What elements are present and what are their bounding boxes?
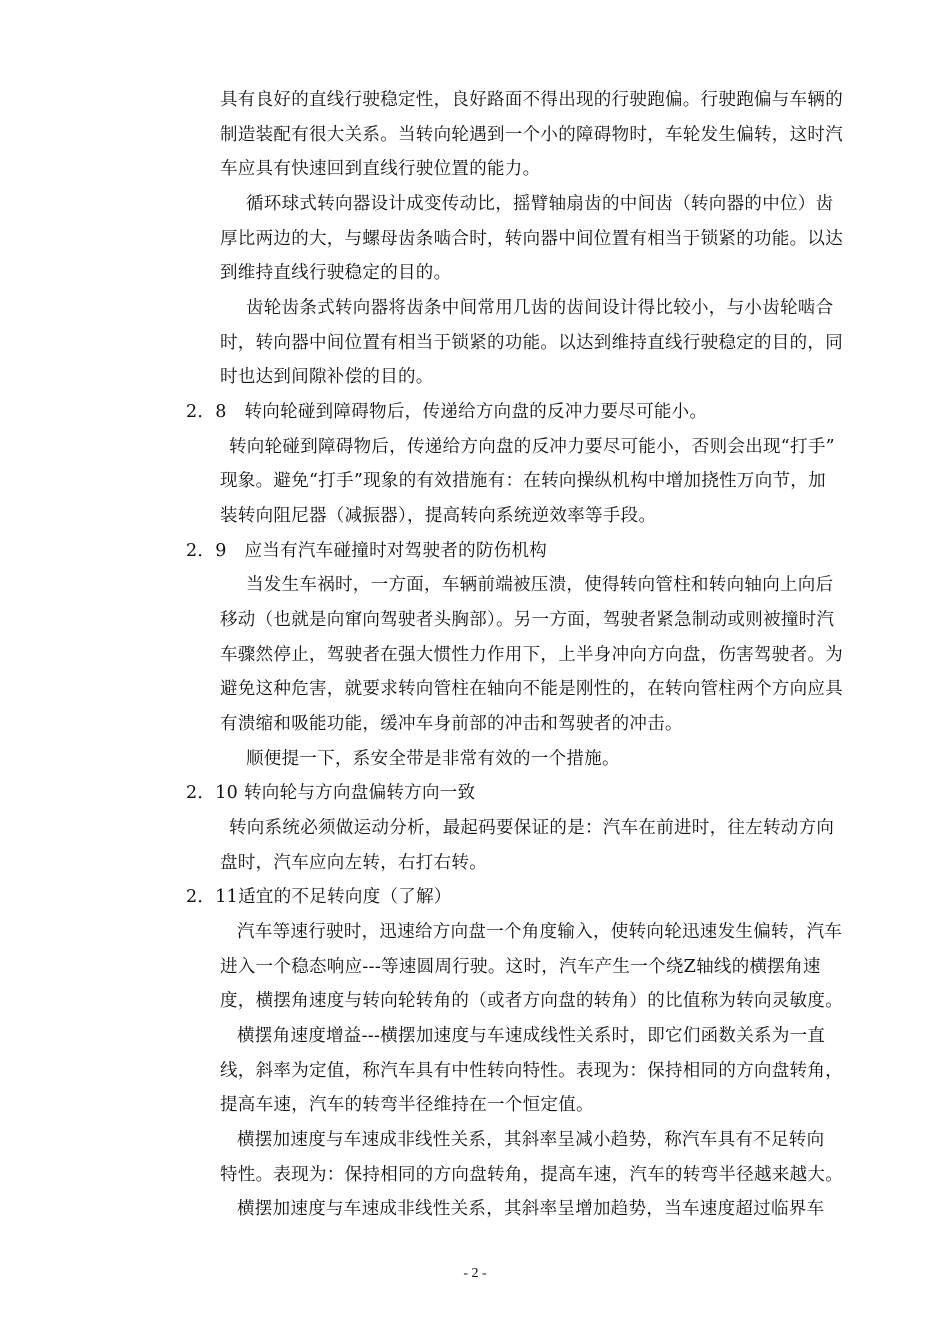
paragraph-line: 制造装配有很大关系。当转向轮遇到一个小的障碍物时，车轮发生偏转，这时汽 <box>220 125 843 145</box>
paragraph-line: 度，横摆角速度与转向轮转角的（或者方向盘的转角）的比值称为转向灵敏度。 <box>220 991 843 1011</box>
paragraph-line: 车应具有快速回到直线行驶位置的能力。 <box>220 159 541 179</box>
paragraph-line: 横摆角速度增益---横摆加速度与车速成线性关系时，即它们函数关系为一直 <box>237 1026 826 1046</box>
paragraph-line: 齿轮齿条式转向器将齿条中间常用几齿的齿间设计得比较小，与小齿轮啮合 <box>246 298 834 318</box>
paragraph-line: 进入一个稳态响应---等速圆周行驶。这时，汽车产生一个绕Z轴线的横摆角速 <box>220 957 821 977</box>
paragraph-line: 转向轮碰到障碍物后，传递给方向盘的反冲力要尽可能小，否则会出现“打手” <box>229 437 835 457</box>
section-heading: 2．11适宜的不足转向度（了解） <box>186 887 452 907</box>
paragraph-line: 避免这种危害，就要求转向管柱在轴向不能是刚性的，在转向管柱两个方向应具 <box>220 679 843 699</box>
paragraph-line: 提高车速，汽车的转弯半径维持在一个恒定值。 <box>220 1095 594 1115</box>
section-heading: 2．8 转向轮碰到障碍物后，传递给方向盘的反冲力要尽可能小。 <box>186 402 708 422</box>
paragraph-line: 转向系统必须做运动分析，最起码要保证的是：汽车在前进时，往左转动方向 <box>229 818 835 838</box>
paragraph-line: 到维持直线行驶稳定的目的。 <box>220 263 452 283</box>
paragraph-line: 当发生车祸时，一方面，车辆前端被压溃，使得转向管柱和转向轴向上向后 <box>246 575 834 595</box>
paragraph-line: 线，斜率为定值，称汽车具有中性转向特性。表现为：保持相同的方向盘转角， <box>220 1061 843 1081</box>
paragraph-line: 具有良好的直线行驶稳定性，良好路面不得出现的行驶跑偏。行驶跑偏与车辆的 <box>220 90 843 110</box>
paragraph-line: 时，转向器中间位置有相当于锁紧的功能。以达到维持直线行驶稳定的目的，同 <box>220 333 843 353</box>
paragraph-line: 时也达到间隙补偿的目的。 <box>220 367 434 387</box>
paragraph-line: 汽车等速行驶时，迅速给方向盘一个角度输入，使转向轮迅速发生偏转，汽车 <box>237 922 843 942</box>
paragraph-line: 横摆加速度与车速成非线性关系，其斜率呈增加趋势，当车速度超过临界车 <box>237 1199 825 1219</box>
page-number: - 2 - <box>463 1266 487 1281</box>
paragraph-line: 特性。表现为：保持相同的方向盘转角，提高车速，汽车的转弯半径越来越大。 <box>220 1165 843 1185</box>
paragraph-line: 车骤然停止，驾驶者在强大惯性力作用下，上半身冲向方向盘，伤害驾驶者。为 <box>220 645 843 665</box>
paragraph-line: 移动（也就是向窜向驾驶者头胸部）。另一方面，驾驶者紧急制动或则被撞时汽 <box>220 610 835 630</box>
section-heading: 2．9 应当有汽车碰撞时对驾驶者的防伤机构 <box>186 541 548 561</box>
paragraph-line: 装转向阻尼器（减振器），提高转向系统逆效率等手段。 <box>220 506 657 526</box>
paragraph-line: 横摆加速度与车速成非线性关系，其斜率呈减小趋势，称汽车具有不足转向 <box>237 1130 825 1150</box>
section-heading: 2．10 转向轮与方向盘偏转方向一致 <box>186 783 476 803</box>
paragraph-line: 顺便提一下，系安全带是非常有效的一个措施。 <box>246 749 620 769</box>
paragraph-line: 厚比两边的大，与螺母齿条啮合时，转向器中间位置有相当于锁紧的功能。以达 <box>220 229 843 249</box>
paragraph-line: 循环球式转向器设计成变传动比，摇臂轴扇齿的中间齿（转向器的中位）齿 <box>246 194 834 214</box>
paragraph-line: 盘时，汽车应向左转，右打右转。 <box>220 853 487 873</box>
paragraph-line: 现象。避免“打手”现象的有效措施有：在转向操纵机构中增加挠性万向节，加 <box>220 471 826 491</box>
paragraph-line: 有溃缩和吸能功能，缓冲车身前部的冲击和驾驶者的冲击。 <box>220 714 683 734</box>
